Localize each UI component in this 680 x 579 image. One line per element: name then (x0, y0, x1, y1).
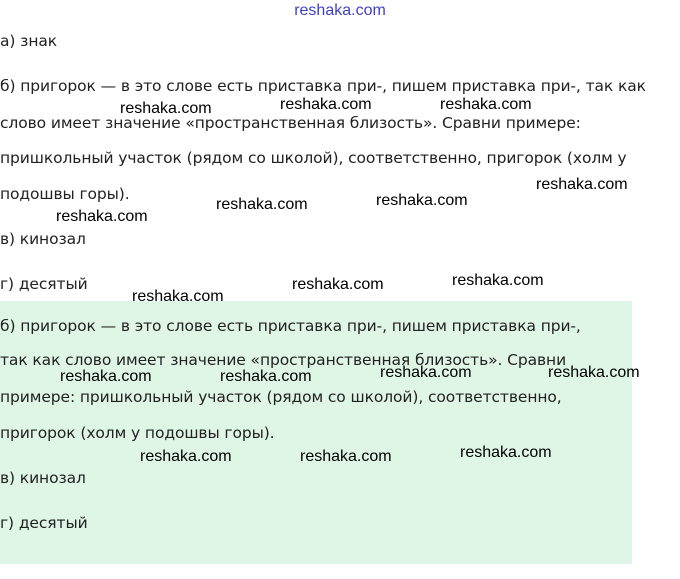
answer-b-line-4: пригорок (холм у подошвы горы). (0, 424, 275, 442)
watermark: reshaka.com (440, 96, 532, 113)
option-v: в) кинозал (0, 230, 86, 248)
watermark: reshaka.com (280, 96, 372, 113)
watermark: reshaka.com (56, 208, 148, 225)
option-b-line-1: б) пригорок — в это слове есть приставка при-, пишем приставка при-, так как (0, 77, 646, 95)
watermark: reshaka.com (292, 276, 384, 293)
watermark: reshaka.com (300, 448, 392, 465)
option-a: а) знак (0, 32, 58, 50)
watermark: reshaka.com (132, 288, 224, 305)
watermark: reshaka.com (548, 364, 640, 381)
watermark: reshaka.com (376, 192, 468, 209)
watermark: reshaka.com (452, 272, 544, 289)
answer-b-line-2: так как слово имеет значение «пространственная близость». Сравни (0, 351, 567, 369)
watermark: reshaka.com (216, 196, 308, 213)
watermark: reshaka.com (140, 448, 232, 465)
watermark: reshaka.com (220, 368, 312, 385)
watermark: reshaka.com (380, 364, 472, 381)
answer-v: в) кинозал (0, 469, 86, 487)
option-b-line-2: слово имеет значение «пространственная близость». Сравни примере: (0, 114, 581, 132)
option-g: г) десятый (0, 275, 88, 293)
site-logo[interactable]: reshaka.com (294, 2, 386, 19)
option-b-line-4: подошвы горы). (0, 185, 130, 203)
watermark: reshaka.com (120, 100, 212, 117)
watermark: reshaka.com (60, 368, 152, 385)
answer-b-line-3: примере: пришкольный участок (рядом со школой), соответственно, (0, 388, 562, 406)
answer-b-line-1: б) пригорок — в это слове есть приставка при-, пишем приставка при-, (0, 317, 581, 335)
option-b-line-3: пришкольный участок (рядом со школой), соответственно, пригорок (холм у (0, 149, 627, 167)
watermark: reshaka.com (536, 176, 628, 193)
answer-g: г) десятый (0, 514, 88, 532)
watermark: reshaka.com (460, 444, 552, 461)
